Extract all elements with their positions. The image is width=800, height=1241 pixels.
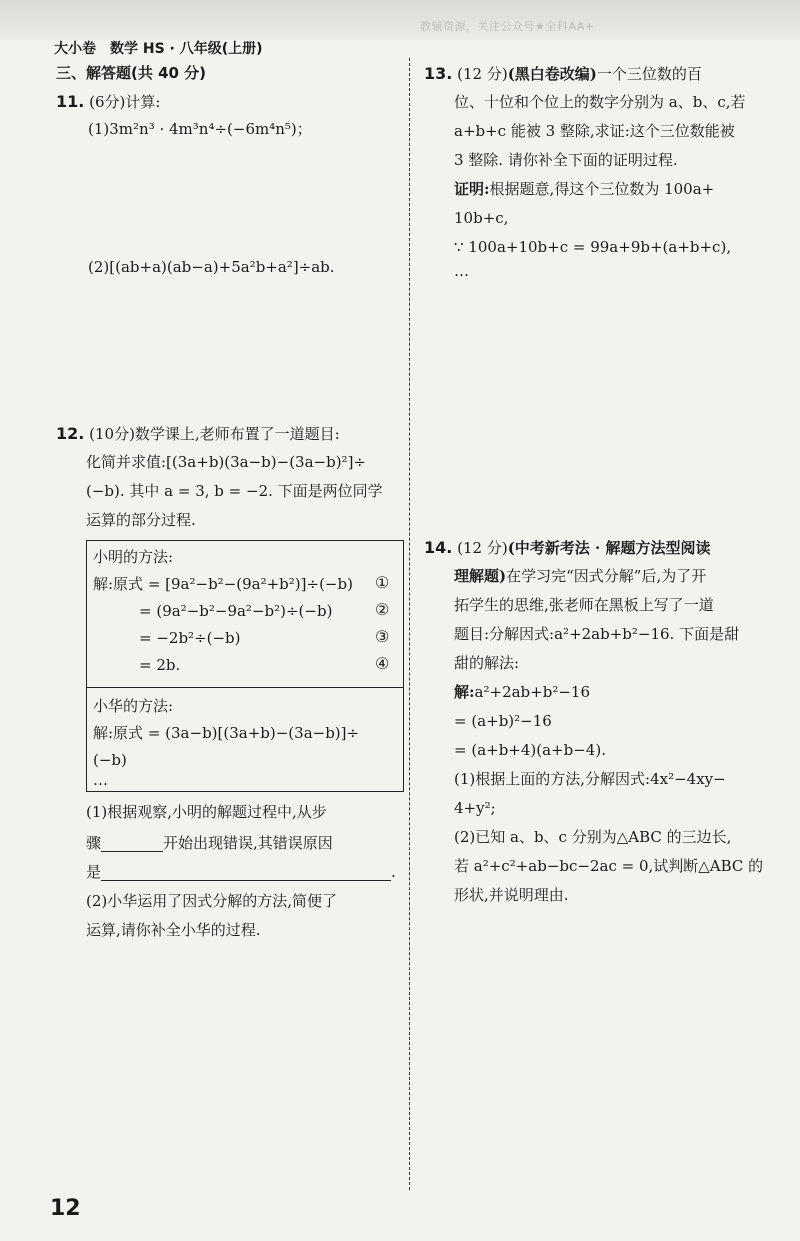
q12-number: 12. — [56, 424, 85, 443]
q13-line5 — [454, 180, 714, 198]
xiaohua-ellipsis: … — [93, 771, 108, 789]
q12-line2: 化简并求值:[(3a+b)(3a−b)−(3a−b)²]÷ — [86, 453, 366, 471]
q12-sub1-word: 骤 — [86, 834, 102, 852]
q11-number: 11. — [56, 92, 85, 111]
q13-number: 13. — [424, 64, 453, 83]
box-separator — [87, 687, 403, 688]
q12-sub1-rest: 开始出现错误,其错误原因 — [163, 834, 333, 852]
q12-sub1-line1: (1)根据观察,小明的解题过程中,从步 — [86, 803, 327, 821]
column-divider — [409, 58, 410, 1190]
answer-blank-reason[interactable] — [101, 880, 391, 881]
page-number: 12 — [50, 1196, 81, 1221]
q13-line8: … — [454, 262, 469, 280]
q14-part2-line2: 若 a²+c²+ab−bc−2ac = 0,试判断△ABC 的 — [454, 857, 764, 875]
xiaoming-step3: = −2b²÷(−b) — [139, 629, 241, 647]
q13-tag: (黑白卷改编) — [507, 65, 597, 83]
q14-part2-line1: (2)已知 a、b、c 分别为△ABC 的三边长, — [454, 828, 732, 846]
answer-blank-step[interactable] — [101, 851, 163, 852]
xiaohua-step1: 解:原式 = (3a−b)[(3a+b)−(3a−b)]÷ — [93, 724, 360, 742]
q13-line1 — [424, 64, 702, 83]
q14-tag-end: 理解题) — [454, 567, 507, 585]
q14-line4: 甜的解法: — [454, 654, 520, 672]
q14-text1: 在学习完“因式分解”后,为了开 — [506, 567, 707, 585]
q14-part2-line3: 形状,并说明理由. — [454, 886, 569, 904]
q12-text1: (10分)数学课上,老师布置了一道题目: — [89, 425, 340, 443]
section-title: 三、解答题(共 40 分) — [56, 64, 207, 82]
q14-solution-3: = (a+b+4)(a+b−4). — [454, 741, 606, 759]
q14-line2: 拓学生的思维,张老师在黑板上写了一道 — [454, 596, 714, 614]
q12-sub1-is: 是 — [86, 863, 102, 881]
q13-line4: 3 整除. 请你补全下面的证明过程. — [454, 151, 678, 169]
xiaoming-step4: = 2b. — [139, 656, 181, 674]
q12-sub1-line3 — [86, 863, 396, 881]
q13-text1: 一个三位数的百 — [596, 65, 702, 83]
q14-part1-line2: 4+y²; — [454, 799, 496, 817]
q14-part1-line1: (1)根据上面的方法,分解因式:4x²−4xy− — [454, 770, 726, 788]
top-band — [0, 0, 800, 40]
q12-sub2-line2: 运算,请你补全小华的过程. — [86, 921, 261, 939]
page-header: 大小卷 数学 HS · 八年级(上册) — [54, 41, 263, 57]
step-marker-3: ③ — [375, 627, 390, 646]
q11-part1: (1)3m²n³ · 4m³n⁴÷(−6m⁴n⁵)； — [88, 120, 312, 138]
q13-line7: ∵ 100a+10b+c = 99a+9b+(a+b+c), — [454, 238, 732, 256]
q11-lead: (6分)计算: — [89, 93, 161, 111]
q14-solution-2: = (a+b)²−16 — [454, 712, 552, 730]
q13-points: (12 分) — [457, 65, 508, 83]
q11-stem — [56, 92, 160, 111]
q13-proof-text: 根据题意,得这个三位数为 100a+ — [489, 180, 715, 198]
step-marker-4: ④ — [375, 654, 390, 673]
q13-line3: a+b+c 能被 3 整除,求证:这个三位数能被 — [454, 122, 735, 140]
q12-line4: 运算的部分过程. — [86, 511, 196, 529]
q12-sub1-period: . — [391, 863, 396, 881]
xiaoming-step1: 解:原式 = [9a²−b²−(9a²+b²)]÷(−b) — [93, 575, 353, 593]
methods-box — [86, 540, 404, 792]
watermark: 教辅资源，关注公众号★全科AA+ — [420, 20, 595, 33]
q13-line6: 10b+c, — [454, 209, 509, 227]
xiaohua-step2: (−b) — [93, 751, 127, 769]
q13-proof-label: 证明: — [454, 180, 490, 198]
q14-tag: (中考新考法 · 解题方法型阅读 — [507, 539, 711, 557]
q14-solution-1 — [454, 683, 590, 701]
q14-sol-label: 解: — [454, 683, 475, 701]
q14-sol-expr: a²+2ab+b²−16 — [474, 683, 590, 701]
xiaoming-step2: = (9a²−b²−9a²−b²)÷(−b) — [139, 602, 333, 620]
xiaohua-title: 小华的方法: — [93, 697, 174, 715]
q12-line3: (−b). 其中 a = 3, b = −2. 下面是两位同学 — [86, 482, 383, 500]
q14-number: 14. — [424, 538, 453, 557]
q13-line2: 位、十位和个位上的数字分别为 a、b、c,若 — [454, 93, 746, 111]
q12-sub2-line1: (2)小华运用了因式分解的方法,简便了 — [86, 892, 338, 910]
q12-line1 — [56, 424, 340, 443]
step-marker-1: ① — [375, 573, 390, 592]
q11-part2: (2)[(ab+a)(ab−a)+5a²b+a²]÷ab. — [88, 258, 335, 276]
step-marker-2: ② — [375, 600, 390, 619]
q12-sub1-line2 — [86, 834, 333, 852]
xiaoming-title: 小明的方法: — [93, 548, 174, 566]
q14-points: (12 分) — [457, 539, 508, 557]
q14-line0 — [424, 538, 710, 557]
q14-line3: 题目:分解因式:a²+2ab+b²−16. 下面是甜 — [454, 625, 740, 643]
q14-line1 — [454, 567, 706, 585]
